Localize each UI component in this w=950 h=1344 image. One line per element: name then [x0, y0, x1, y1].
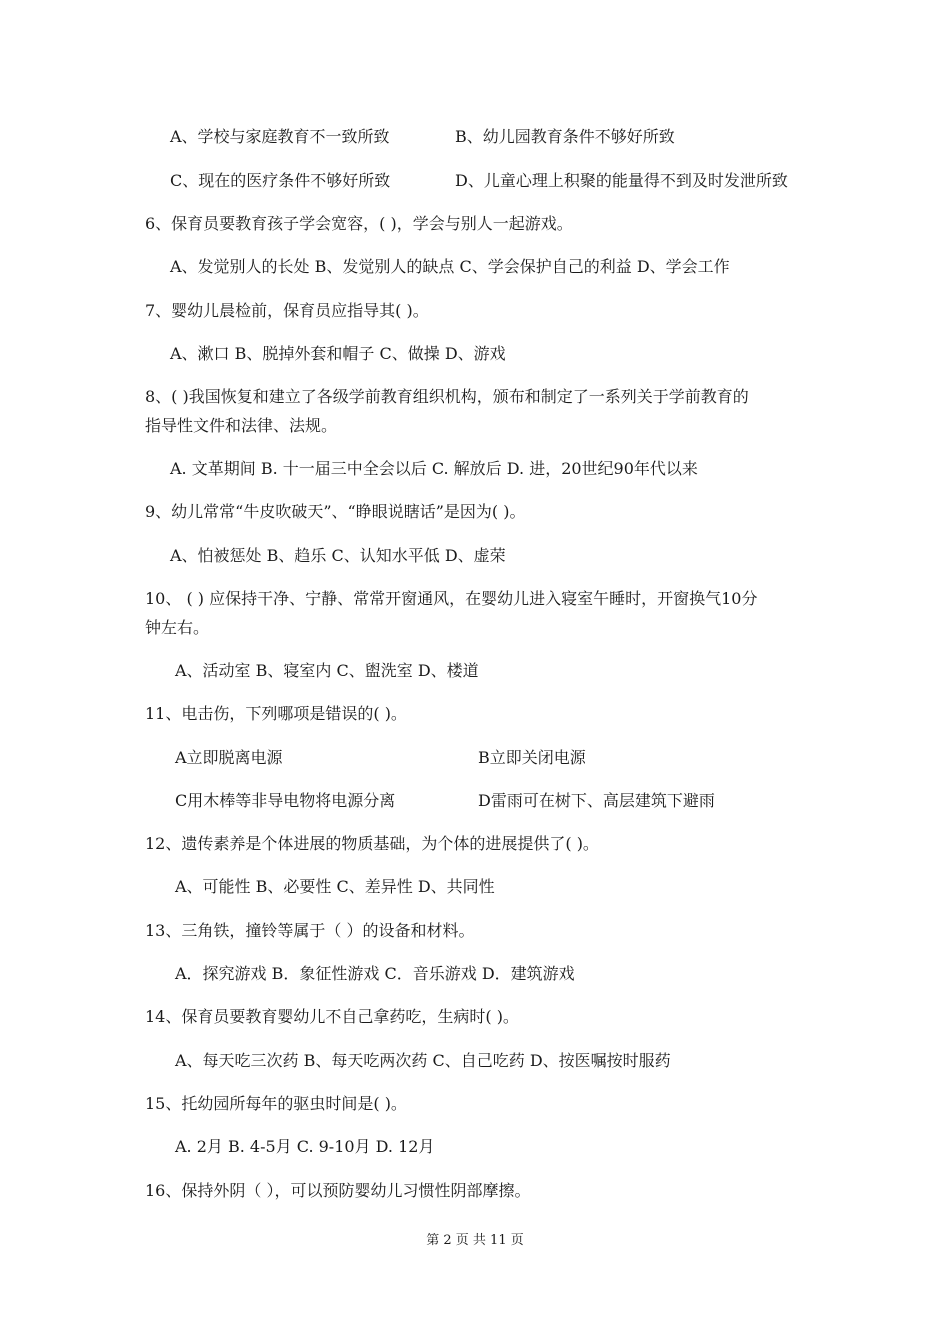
- q11-option-d: D雷雨可在树下、高层建筑下避雨: [478, 791, 715, 810]
- q10-stem-line1: 10、 ( ) 应保持干净、宁静、常常开窗通风，在婴幼儿进入寝室午睡时，开窗换气10分: [145, 589, 758, 608]
- q7-options: A、漱口 B、脱掉外套和帽子 C、做操 D、游戏: [170, 344, 506, 363]
- q11-stem: 11、电击伤，下列哪项是错误的( )。: [145, 704, 407, 723]
- q9-options: A、怕被惩处 B、趋乐 C、认知水平低 D、虚荣: [170, 546, 506, 565]
- q14-stem: 14、保育员要教育婴幼儿不自己拿药吃，生病时( )。: [145, 1007, 519, 1026]
- q6-options: A、发觉别人的长处 B、发觉别人的缺点 C、学会保护自己的利益 D、学会工作: [170, 257, 730, 276]
- q5-option-c: C、现在的医疗条件不够好所致: [170, 171, 391, 190]
- q5-option-b: B、幼儿园教育条件不够好所致: [455, 127, 675, 146]
- q15-stem: 15、托幼园所每年的驱虫时间是( )。: [145, 1094, 407, 1113]
- q11-option-a: A立即脱离电源: [175, 748, 283, 767]
- q5-option-d: D、儿童心理上积聚的能量得不到及时发泄所致: [455, 171, 788, 190]
- q5-option-a: A、学校与家庭教育不一致所致: [170, 127, 390, 146]
- q8-options: A. 文革期间 B. 十一届三中全会以后 C. 解放后 D. 进，20世纪90年代以来: [170, 459, 698, 478]
- q11-option-b: B立即关闭电源: [478, 748, 586, 767]
- q10-stem-line2: 钟左右。: [145, 618, 210, 637]
- q9-stem: 9、幼儿常常“牛皮吹破天”、“睁眼说瞎话”是因为( )。: [145, 502, 526, 521]
- q15-options: A. 2月 B. 4-5月 C. 9-10月 D. 12月: [175, 1137, 435, 1156]
- q13-stem: 13、三角铁，撞铃等属于（ ）的设备和材料。: [145, 921, 475, 940]
- q6-stem: 6、保育员要教育孩子学会宽容，( )，学会与别人一起游戏。: [145, 214, 573, 233]
- q12-stem: 12、遗传素养是个体进展的物质基础，为个体的进展提供了( )。: [145, 834, 599, 853]
- q16-stem: 16、保持外阴（ ），可以预防婴幼儿习惯性阴部摩擦。: [145, 1181, 531, 1200]
- page-number: 第 2 页 共 11 页: [426, 1233, 524, 1248]
- q11-option-c: C用木棒等非导电物将电源分离: [175, 791, 396, 810]
- q10-options: A、活动室 B、寝室内 C、盥洗室 D、楼道: [175, 661, 479, 680]
- q13-options: A．探究游戏 B．象征性游戏 C．音乐游戏 D．建筑游戏: [175, 964, 575, 983]
- q12-options: A、可能性 B、必要性 C、差异性 D、共同性: [175, 877, 495, 896]
- q8-stem-line1: 8、( )我国恢复和建立了各级学前教育组织机构，颁布和制定了一系列关于学前教育的: [145, 387, 749, 406]
- q14-options: A、每天吃三次药 B、每天吃两次药 C、自己吃药 D、按医嘱按时服药: [175, 1051, 671, 1070]
- q8-stem-line2: 指导性文件和法律、法规。: [145, 416, 338, 435]
- q7-stem: 7、婴幼儿晨检前，保育员应指导其( )。: [145, 301, 429, 320]
